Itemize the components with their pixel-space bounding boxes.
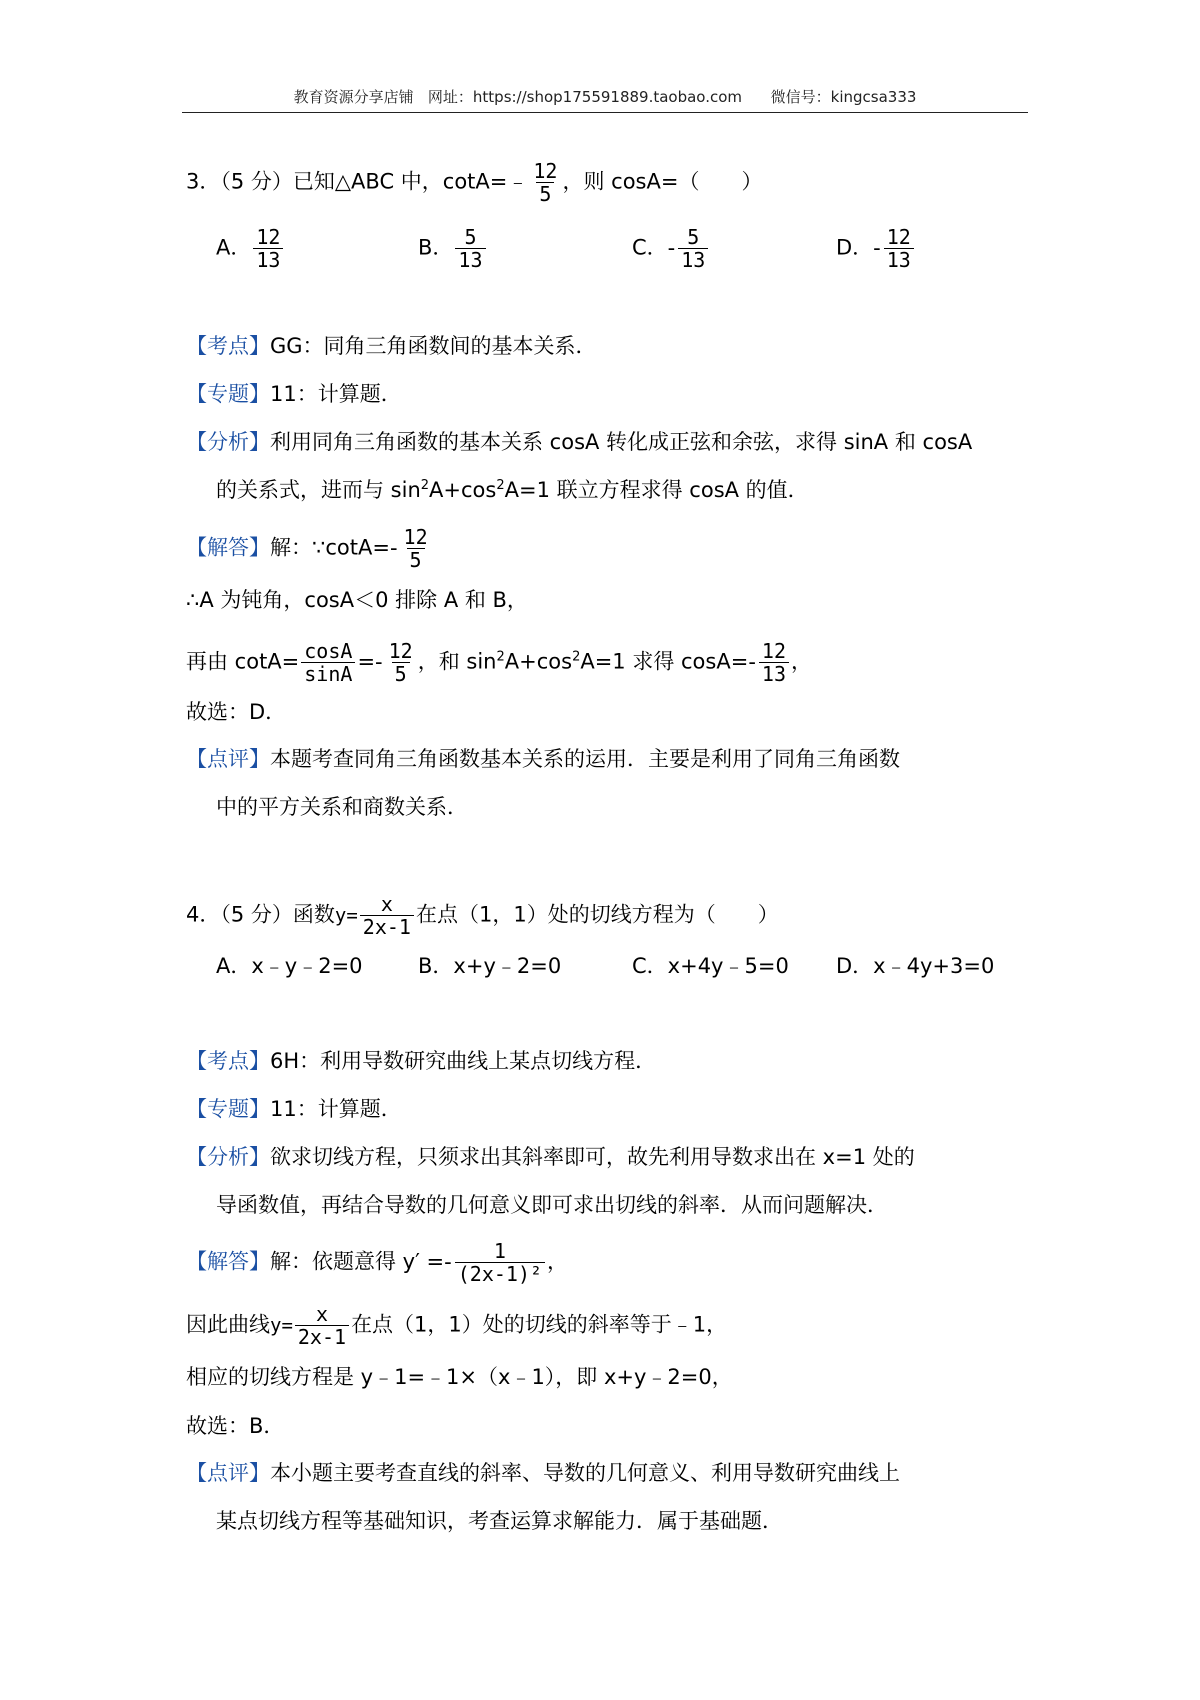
q4-zhuanti bbox=[186, 1094, 402, 1124]
q3-option-b bbox=[418, 226, 488, 271]
fraction-numerator: 12 bbox=[388, 639, 413, 663]
minus-sign: - bbox=[389, 535, 398, 560]
fenxi-text: 利用同角三角函数的基本关系 cosA 转化成正弦和余弦，求得 sinA 和 cosA bbox=[270, 430, 973, 454]
derivative-fraction bbox=[455, 1240, 545, 1285]
q3-stem-fraction bbox=[530, 160, 560, 205]
option-fraction bbox=[455, 226, 485, 271]
q4-option-d bbox=[836, 951, 994, 981]
fraction-denominator: 5 bbox=[536, 182, 554, 205]
fraction-numerator: 1 bbox=[493, 1239, 506, 1263]
q4-stem-text-end: 在点（1，1）处的切线方程为（ ） bbox=[415, 902, 779, 927]
fraction-denominator: 13 bbox=[678, 248, 708, 271]
fraction-numerator: 12 bbox=[533, 159, 558, 183]
option-label: A． bbox=[216, 235, 252, 260]
fenxi-text: A+cos bbox=[429, 478, 497, 502]
zhuanti-text: 11：计算题． bbox=[270, 1097, 402, 1121]
jieda-text: 因此曲线 bbox=[186, 1312, 270, 1337]
q3-jieda-line2: ∴A 为钝角，cosA＜0 排除 A 和 B， bbox=[186, 588, 528, 612]
fraction-numerator: 12 bbox=[761, 639, 786, 663]
option-label: C． bbox=[632, 954, 668, 978]
fraction-denominator: 5 bbox=[392, 662, 410, 685]
q3-jieda-line4: 故选：D． bbox=[186, 700, 287, 724]
jieda-tag: 【解答】 bbox=[186, 535, 270, 560]
option-label: A． bbox=[216, 954, 252, 978]
q4-dianping-line2: 某点切线方程等基础知识，考查运算求解能力．属于基础题． bbox=[216, 1509, 783, 1533]
fenxi-text: 的关系式，进而与 sin bbox=[216, 478, 421, 502]
superscript: 2 bbox=[496, 649, 505, 665]
q4-fenxi-line1 bbox=[186, 1142, 915, 1172]
option-text: x+y﹣2=0 bbox=[453, 954, 562, 978]
fraction-denominator: 5 bbox=[407, 548, 425, 571]
q3-jieda-line1 bbox=[186, 526, 433, 571]
q4-fenxi-line2: 导函数值，再结合导数的几何意义即可求出切线的斜率．从而问题解决． bbox=[216, 1193, 888, 1217]
jieda-text: 再由 cotA= bbox=[186, 649, 300, 674]
q4-jieda-line3: 相应的切线方程是 y﹣1=﹣1×（x﹣1），即 x+y﹣2=0， bbox=[186, 1365, 733, 1389]
fraction-denominator: sinA bbox=[301, 662, 355, 685]
dianping-text: 本小题主要考查直线的斜率、导数的几何意义、利用导数研究曲线上 bbox=[270, 1461, 900, 1485]
superscript: 2 bbox=[572, 649, 581, 665]
q4-jieda-line4: 故选：B． bbox=[186, 1414, 285, 1438]
fraction-numerator: 12 bbox=[403, 525, 428, 549]
q3-zhuanti bbox=[186, 379, 402, 409]
option-text: x﹣y﹣2=0 bbox=[251, 954, 363, 978]
zhuanti-text: 11：计算题． bbox=[270, 382, 402, 406]
q3-stem bbox=[186, 160, 762, 205]
jieda-text: A=1 求得 cosA= bbox=[580, 649, 749, 674]
jieda-text: ， bbox=[791, 649, 812, 674]
fraction-numerator: 5 bbox=[464, 225, 477, 249]
fenxi-text: 欲求切线方程，只须求出其斜率即可，故先利用导数求出在 x=1 处的 bbox=[270, 1145, 915, 1169]
kaodian-tag: 【考点】 bbox=[186, 334, 270, 358]
q3-stem-text-end: ，则 cosA=（ ） bbox=[562, 169, 763, 194]
option-fraction bbox=[678, 226, 708, 271]
fraction-numerator: x bbox=[315, 1302, 328, 1326]
jieda-text: ， bbox=[547, 1249, 569, 1274]
minus-sign: - bbox=[444, 1249, 452, 1274]
minus-sign: - bbox=[375, 649, 383, 674]
superscript: 2 bbox=[496, 478, 505, 493]
fenxi-text: A=1 联立方程求得 cosA 的值． bbox=[504, 478, 809, 502]
dianping-tag: 【点评】 bbox=[186, 747, 270, 771]
fraction-denominator: 13 bbox=[253, 248, 283, 271]
q3-stem-text: 3．（5 分）已知△ABC 中，cotA=﹣ bbox=[186, 169, 529, 194]
q4-stem-y: y= bbox=[334, 904, 358, 927]
dianping-text: 本题考查同角三角函数基本关系的运用．主要是利用了同角三角函数 bbox=[270, 747, 900, 771]
fraction-denominator: 13 bbox=[884, 248, 914, 271]
superscript: 2 bbox=[420, 478, 430, 493]
q4-kaodian bbox=[186, 1046, 656, 1076]
jieda-text: 在点（1，1）处的切线的斜率等于﹣1， bbox=[351, 1312, 728, 1337]
jieda-fraction bbox=[401, 526, 431, 571]
jieda-text: A+cos bbox=[504, 649, 573, 674]
function-fraction bbox=[295, 1303, 349, 1348]
fraction-numerator: x bbox=[380, 892, 393, 916]
option-label: B． bbox=[418, 954, 454, 978]
jieda-text: = bbox=[357, 649, 376, 674]
q3-dianping-line1 bbox=[186, 744, 900, 774]
jieda-tag: 【解答】 bbox=[186, 1249, 270, 1274]
option-fraction bbox=[253, 226, 283, 271]
zhuanti-tag: 【专题】 bbox=[186, 382, 270, 406]
fraction-numerator: 12 bbox=[256, 225, 281, 249]
fenxi-tag: 【分析】 bbox=[186, 1145, 270, 1169]
q3-option-a bbox=[216, 226, 285, 271]
q4-stem bbox=[186, 893, 779, 938]
option-fraction bbox=[884, 226, 914, 271]
option-text: x+4y﹣5=0 bbox=[667, 954, 789, 978]
fraction-numerator: 5 bbox=[687, 225, 700, 249]
fraction-denominator: 13 bbox=[759, 662, 789, 685]
option-text: x﹣4y+3=0 bbox=[873, 954, 995, 978]
q4-stem-fraction bbox=[360, 893, 414, 938]
minus-sign: - bbox=[667, 235, 676, 260]
kaodian-tag: 【考点】 bbox=[186, 1049, 270, 1073]
option-label: C． bbox=[632, 235, 668, 260]
q3-fenxi-line1 bbox=[186, 427, 972, 457]
q3-option-c bbox=[632, 226, 710, 271]
q4-option-c bbox=[632, 951, 789, 981]
dianping-tag: 【点评】 bbox=[186, 1461, 270, 1485]
zhuanti-tag: 【专题】 bbox=[186, 1097, 270, 1121]
page-header: 教育资源分享店铺 网址：https://shop175591889.taobao.com 微信号：kingcsa333 bbox=[293, 88, 917, 106]
jieda-text: ，和 sin bbox=[417, 649, 497, 674]
q3-dianping-line2: 中的平方关系和商数关系． bbox=[216, 795, 468, 819]
option-label: B． bbox=[418, 235, 454, 260]
minus-sign: - bbox=[873, 235, 881, 260]
q3-option-d bbox=[836, 226, 916, 271]
fraction-denominator: 2x-1 bbox=[295, 1325, 349, 1348]
fenxi-tag: 【分析】 bbox=[186, 430, 270, 454]
q4-dianping-line1 bbox=[186, 1458, 900, 1488]
kaodian-text: GG：同角三角函数间的基本关系． bbox=[270, 334, 597, 358]
q4-jieda-y: y= bbox=[270, 1314, 293, 1337]
fraction-denominator: 2x-1 bbox=[360, 915, 414, 938]
jieda-text: 解：依题意得 y′ = bbox=[270, 1249, 445, 1274]
fraction-numerator: 12 bbox=[886, 225, 911, 249]
kaodian-text: 6H：利用导数研究曲线上某点切线方程． bbox=[270, 1049, 657, 1073]
jieda-fraction bbox=[386, 640, 416, 685]
header-rule bbox=[182, 112, 1028, 113]
option-label: D． bbox=[836, 954, 874, 978]
q3-kaodian bbox=[186, 331, 597, 361]
q3-jieda-line3 bbox=[186, 640, 812, 685]
fraction-numerator: cosA bbox=[304, 639, 353, 663]
q4-stem-text: 4．（5 分）函数 bbox=[186, 902, 335, 927]
minus-sign: - bbox=[748, 649, 756, 674]
jieda-text: 解：∵cotA= bbox=[270, 535, 390, 560]
jieda-fraction bbox=[759, 640, 789, 685]
cos-over-sin-fraction bbox=[301, 640, 355, 685]
q4-jieda-line2 bbox=[186, 1303, 727, 1348]
option-label: D． bbox=[836, 235, 874, 260]
q4-option-a bbox=[216, 951, 363, 981]
q4-option-b bbox=[418, 951, 561, 981]
q4-jieda-line1 bbox=[186, 1240, 568, 1285]
q3-fenxi-line2 bbox=[216, 475, 809, 505]
fraction-denominator: 13 bbox=[455, 248, 485, 271]
fraction-denominator: (2x-1)² bbox=[455, 1262, 545, 1285]
